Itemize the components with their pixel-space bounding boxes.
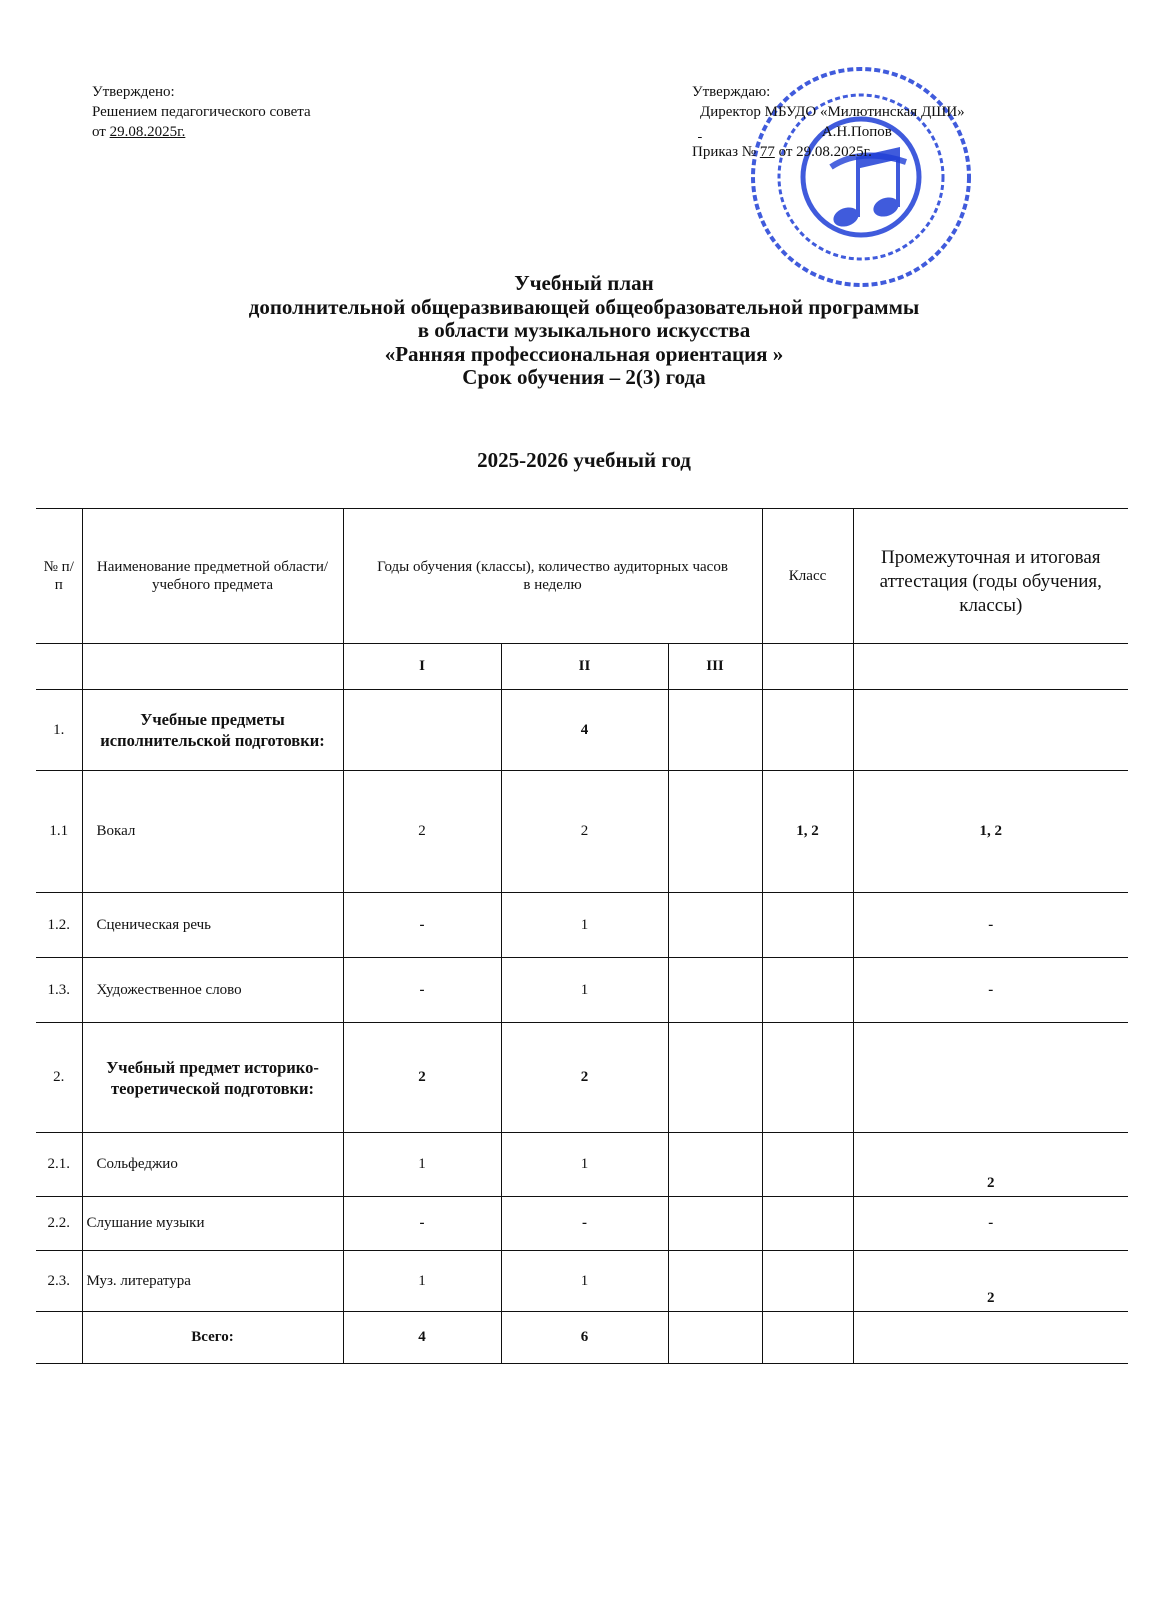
table-row — [36, 771, 1128, 893]
approval-left-title: Утверждено: — [92, 84, 175, 100]
row-attestation — [853, 1023, 1128, 1133]
approval-left — [92, 82, 311, 142]
row-year1: 4 — [343, 1312, 501, 1364]
row-year2: - — [501, 1197, 668, 1251]
row-year1: - — [343, 1197, 501, 1251]
approval-left-date: 29.08.2025г. — [109, 124, 186, 140]
row-subject: Вокал — [82, 771, 343, 893]
row-attestation: - — [853, 893, 1128, 958]
table-row-group-1 — [36, 690, 1128, 771]
title-line-3: в области музыкального искусства — [417, 318, 751, 342]
empty-cell — [853, 644, 1128, 690]
table-row — [36, 958, 1128, 1023]
title-line-1: Учебный план — [514, 271, 654, 295]
date-prefix: от — [92, 124, 110, 140]
row-attestation — [853, 690, 1128, 771]
row-year3 — [668, 771, 762, 893]
row-year1: 2 — [343, 1023, 501, 1133]
row-class: 1, 2 — [762, 771, 853, 893]
row-year2: 1 — [501, 893, 668, 958]
director-name: А.Н.Попов — [821, 124, 892, 140]
academic-year: 2025-2026 учебный год — [477, 448, 691, 472]
row-subject: Сольфеджио — [82, 1133, 343, 1197]
row-subject: Учебный предмет историко-теоретической подготовки: — [82, 1023, 343, 1133]
year-col-3: III — [668, 644, 762, 690]
row-year3 — [668, 1197, 762, 1251]
order-date: от 29.08.2025г. — [778, 144, 872, 160]
row-year3 — [668, 690, 762, 771]
row-num: 1. — [36, 690, 82, 771]
title-line-5: Срок обучения – 2(3) года — [462, 365, 706, 389]
order-number: 77 — [759, 144, 775, 160]
approval-right-order-line — [692, 142, 965, 162]
row-year2: 2 — [501, 1023, 668, 1133]
row-subject: Муз. литература — [82, 1251, 343, 1312]
signature-field — [698, 122, 818, 142]
row-attestation: - — [853, 1197, 1128, 1251]
table-row — [36, 1133, 1128, 1197]
row-attestation: 2 — [853, 1251, 1128, 1312]
row-attestation — [853, 1312, 1128, 1364]
row-class — [762, 893, 853, 958]
approval-left-council: Решением педагогического совета — [92, 104, 311, 120]
row-subject: Учебные предметы исполнительской подготовки: — [82, 690, 343, 771]
row-class — [762, 1133, 853, 1197]
empty-cell — [36, 644, 82, 690]
document-title — [0, 272, 1168, 390]
row-year2: 1 — [501, 1133, 668, 1197]
curriculum-table — [36, 508, 1128, 1364]
row-year1: 2 — [343, 771, 501, 893]
header-attestation: Промежуточная и итоговая аттестация (годы обучения, классы) — [853, 509, 1128, 644]
row-year1: 1 — [343, 1133, 501, 1197]
row-attestation: - — [853, 958, 1128, 1023]
empty-cell — [762, 644, 853, 690]
row-num: 2.2. — [36, 1197, 82, 1251]
row-year3 — [668, 1251, 762, 1312]
row-num: 1.2. — [36, 893, 82, 958]
row-class — [762, 1251, 853, 1312]
row-year1: - — [343, 958, 501, 1023]
approval-right-signature-line — [692, 122, 965, 142]
row-year2: 4 — [501, 690, 668, 771]
row-num: 2.3. — [36, 1251, 82, 1312]
year-col-2: II — [501, 644, 668, 690]
row-year1 — [343, 690, 501, 771]
table-row — [36, 1197, 1128, 1251]
row-subject: Всего: — [82, 1312, 343, 1364]
row-class — [762, 1023, 853, 1133]
table-row-total — [36, 1312, 1128, 1364]
row-class — [762, 958, 853, 1023]
row-year1: - — [343, 893, 501, 958]
header-class: Класс — [762, 509, 853, 644]
header-row — [36, 509, 1128, 644]
approval-right — [692, 82, 965, 162]
empty-cell — [82, 644, 343, 690]
row-num: 2. — [36, 1023, 82, 1133]
row-class — [762, 690, 853, 771]
row-num — [36, 1312, 82, 1364]
approval-right-director: Директор МБУДО «Милютинская ДШИ» — [700, 104, 965, 120]
row-num: 1.3. — [36, 958, 82, 1023]
table-row-group-2 — [36, 1023, 1128, 1133]
row-attestation: 2 — [853, 1133, 1128, 1197]
row-year2: 1 — [501, 1251, 668, 1312]
row-year3 — [668, 1312, 762, 1364]
row-year2: 1 — [501, 958, 668, 1023]
row-num: 1.1 — [36, 771, 82, 893]
row-year1: 1 — [343, 1251, 501, 1312]
approval-right-title: Утверждаю: — [692, 84, 771, 100]
row-subject: Сценическая речь — [82, 893, 343, 958]
year-columns-row — [36, 644, 1128, 690]
row-class — [762, 1197, 853, 1251]
row-year3 — [668, 1133, 762, 1197]
title-line-2: дополнительной общеразвивающей общеобразовательной программы — [248, 294, 920, 319]
header-subject: Наименование предметной области/учебного предмета — [82, 509, 343, 644]
order-prefix: Приказ № — [692, 144, 760, 160]
row-year3 — [668, 893, 762, 958]
approval-left-date-line — [92, 122, 311, 142]
title-line-4: «Ранняя профессиональная ориентация » — [384, 341, 784, 366]
row-num: 2.1. — [36, 1133, 82, 1197]
row-subject: Художественное слово — [82, 958, 343, 1023]
row-subject: Слушание музыки — [82, 1197, 343, 1251]
row-class — [762, 1312, 853, 1364]
row-attestation: 1, 2 — [853, 771, 1128, 893]
year-col-1: I — [343, 644, 501, 690]
row-year2: 6 — [501, 1312, 668, 1364]
table-row — [36, 1251, 1128, 1312]
header-num: № п/п — [36, 509, 82, 644]
row-year3 — [668, 958, 762, 1023]
row-year3 — [668, 1023, 762, 1133]
table-row — [36, 893, 1128, 958]
row-year2: 2 — [501, 771, 668, 893]
header-years: Годы обучения (классы), количество аудиторных часов в неделю — [343, 509, 762, 644]
